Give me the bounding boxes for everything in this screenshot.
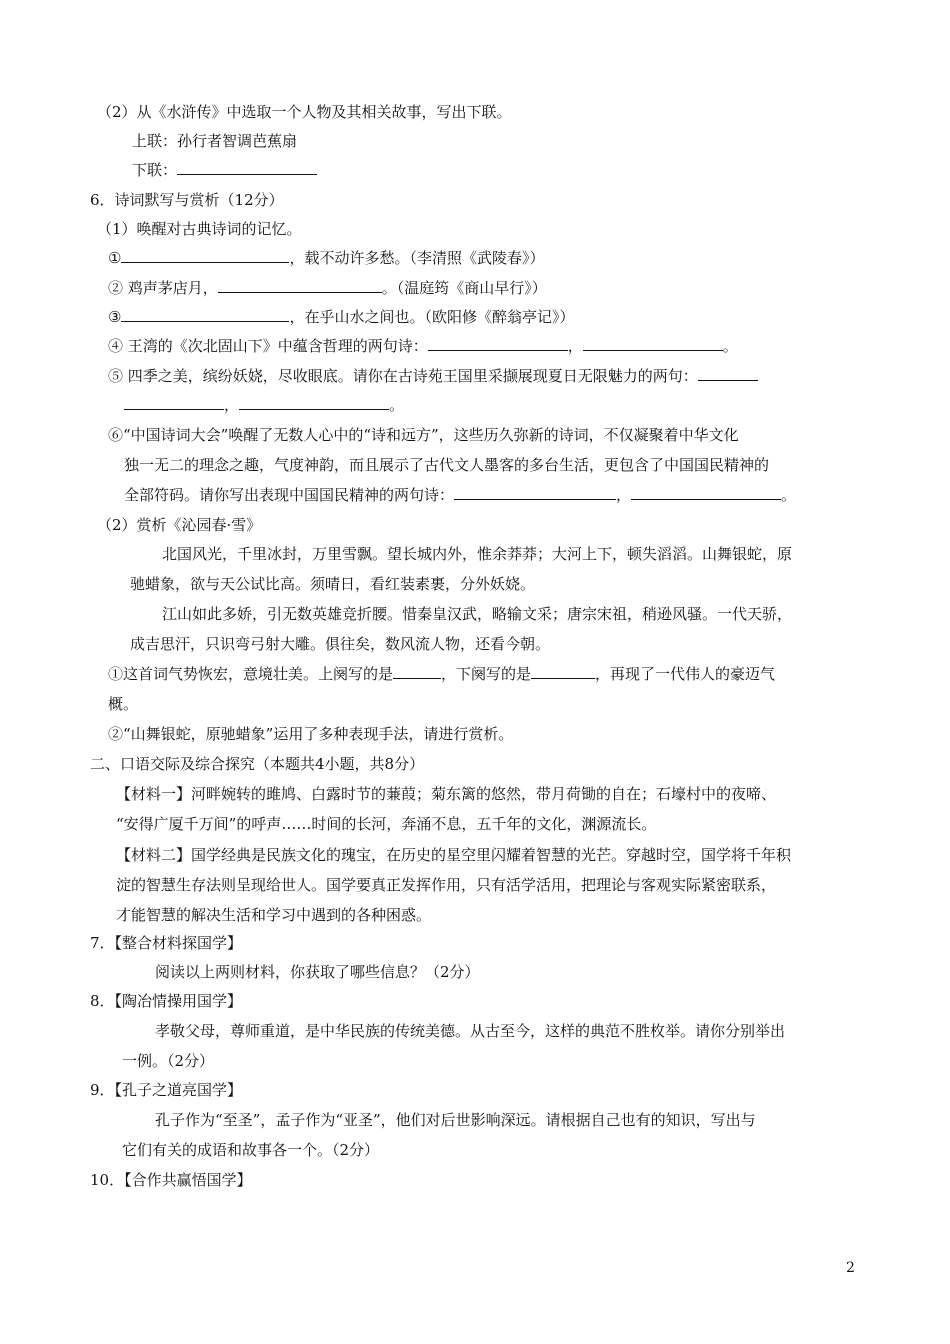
q6-item5-line2	[124, 395, 404, 415]
q6-item2	[108, 278, 547, 298]
material2-line1: 【材料二】国学经典是民族文化的瑰宝，在历史的星空里闪耀着智慧的光芒。穿越时空，国学将千年积	[116, 846, 792, 864]
q6-item5	[108, 366, 758, 386]
answer-blank[interactable]	[121, 307, 289, 322]
q6-sub1	[108, 664, 775, 684]
item-text: ，	[224, 396, 240, 414]
q5-2-lower-couplet	[132, 160, 317, 180]
q8-text-line2: 一例。（2分）	[122, 1052, 215, 1070]
item-text: 。（温庭筠《商山早行》）	[381, 279, 547, 297]
answer-blank[interactable]	[124, 395, 224, 410]
answer-blank[interactable]	[698, 366, 758, 381]
q10-title: 10．【合作共赢悟国学】	[90, 1171, 252, 1189]
item-text: 全部符码。请你写出表现中国国民精神的两句诗：	[124, 486, 455, 504]
material1-line2: “安得广厦千万间”的呼声……时间的长河，奔涌不息，五千年的文化，渊源流长。	[116, 815, 657, 833]
answer-blank[interactable]	[393, 664, 441, 679]
q5-2-prompt: （2）从《水浒传》中选取一个人物及其相关故事，写出下联。	[97, 103, 512, 121]
poem-stanza1-line1: 北国风光，千里冰封，万里雪飘。望长城内外，惟余莽莽；大河上下，顿失滔滔。山舞银蛇，原	[162, 545, 793, 563]
q6-sub1-line2: 概。	[108, 695, 139, 713]
q6-sub2: ②“山舞银蛇，原驰蜡象”运用了多种表现手法，请进行赏析。	[108, 725, 514, 743]
q7-text: 阅读以上两则材料，你获取了哪些信息？（2分）	[155, 963, 480, 981]
material2-line2: 淀的智慧生存法则呈现给世人。国学要真正发挥作用，只有活学活用，把理论与客观实际紧密联系，	[116, 876, 777, 894]
answer-blank[interactable]	[583, 336, 723, 351]
item-text: ④ 王湾的《次北固山下》中蕴含哲理的两句诗：	[108, 337, 428, 355]
q6-part1-title: （1）唤醒对古典诗词的记忆。	[97, 220, 302, 238]
q6-item6-line3	[124, 485, 796, 505]
q6-item1	[108, 248, 544, 268]
item-text: ，载不动许多愁。（李清照《武陵春》）	[289, 249, 545, 267]
item-text: ⑤ 四季之美，缤纷妖娆，尽收眼底。请你在古诗苑王国里采撷展现夏日无限魅力的两句：	[108, 367, 698, 385]
item-marker: ①	[108, 249, 122, 267]
item-text: ② 鸡声茅店月，	[108, 279, 218, 297]
q5-2-lower-label: 下联：	[132, 161, 178, 179]
item-text: 。	[781, 486, 797, 504]
q6-item6-line2: 独一无二的理念之趣，气度神韵，而且展示了古代文人墨客的多台生活，更包含了中国国民精神的	[124, 456, 770, 474]
q9-text-line2: 它们有关的成语和故事各一个。（2分）	[122, 1141, 380, 1159]
item-text: ，	[616, 486, 632, 504]
answer-blank[interactable]	[177, 160, 317, 175]
q8-text-line1: 孝敬父母，尊师重道，是中华民族的传统美德。从古至今，这样的典范不胜枚举。请你分别举出	[155, 1022, 786, 1040]
item-text: ，下阕写的是	[441, 665, 532, 683]
item-text: ，在乎山水之间也。（欧阳修《醉翁亭记》）	[289, 308, 575, 326]
item-text: 。	[389, 396, 405, 414]
page-number: 2	[846, 1260, 855, 1276]
item-text: ①这首词气势恢宏，意境壮美。上阕写的是	[108, 665, 394, 683]
q6-title: 6．诗词默写与赏析（12分）	[90, 191, 284, 209]
section2-title: 二、口语交际及综合探究（本题共4小题，共8分）	[90, 755, 425, 773]
poem-stanza2-line1: 江山如此多娇，引无数英雄竞折腰。惜秦皇汉武，略输文采；唐宗宋祖，稍逊风骚。一代天骄，	[162, 605, 793, 623]
answer-blank[interactable]	[531, 664, 595, 679]
answer-blank[interactable]	[631, 485, 781, 500]
answer-blank[interactable]	[428, 336, 568, 351]
q8-title: 8．【陶冶情操用国学】	[90, 992, 243, 1010]
q9-title: 9．【孔子之道亮国学】	[90, 1081, 243, 1099]
q9-text-line1: 孔子作为“至圣”，孟子作为“亚圣”，他们对后世影响深远。请根据自己也有的知识，写出与	[155, 1111, 756, 1129]
q6-part2-title: （2）赏析《沁园春·雪》	[97, 516, 262, 534]
answer-blank[interactable]	[121, 248, 289, 263]
material2-line3: 才能智慧的解决生活和学习中遇到的各种困惑。	[116, 906, 432, 924]
item-text: 。	[722, 337, 738, 355]
answer-blank[interactable]	[239, 395, 389, 410]
q6-item3	[108, 307, 574, 327]
q6-item6-line1: ⑥“中国诗词大会”唤醒了无数人心中的“诗和远方”，这些历久弥新的诗词，不仅凝聚着中华文化	[108, 426, 739, 444]
q5-2-upper-couplet: 上联：孙行者智调芭蕉扇	[132, 132, 298, 150]
item-text: ，再现了一代伟人的豪迈气	[595, 665, 776, 683]
item-text: ，	[567, 337, 583, 355]
poem-stanza2-line2: 成吉思汗，只识弯弓射大雕。俱往矣，数风流人物，还看今朝。	[130, 635, 551, 653]
q7-title: 7．【整合材料探国学】	[90, 934, 243, 952]
poem-stanza1-line2: 驰蜡象，欲与天公试比高。须晴日，看红装素裹，分外妖娆。	[130, 575, 536, 593]
answer-blank[interactable]	[454, 485, 616, 500]
answer-blank[interactable]	[218, 278, 382, 293]
q6-item4	[108, 336, 738, 356]
material1-line1: 【材料一】河畔婉转的雎鸠、白露时节的蒹葭；菊东篱的悠然，带月荷锄的自在；石壕村中的夜啼、	[116, 785, 777, 803]
item-marker: ③	[108, 308, 122, 326]
